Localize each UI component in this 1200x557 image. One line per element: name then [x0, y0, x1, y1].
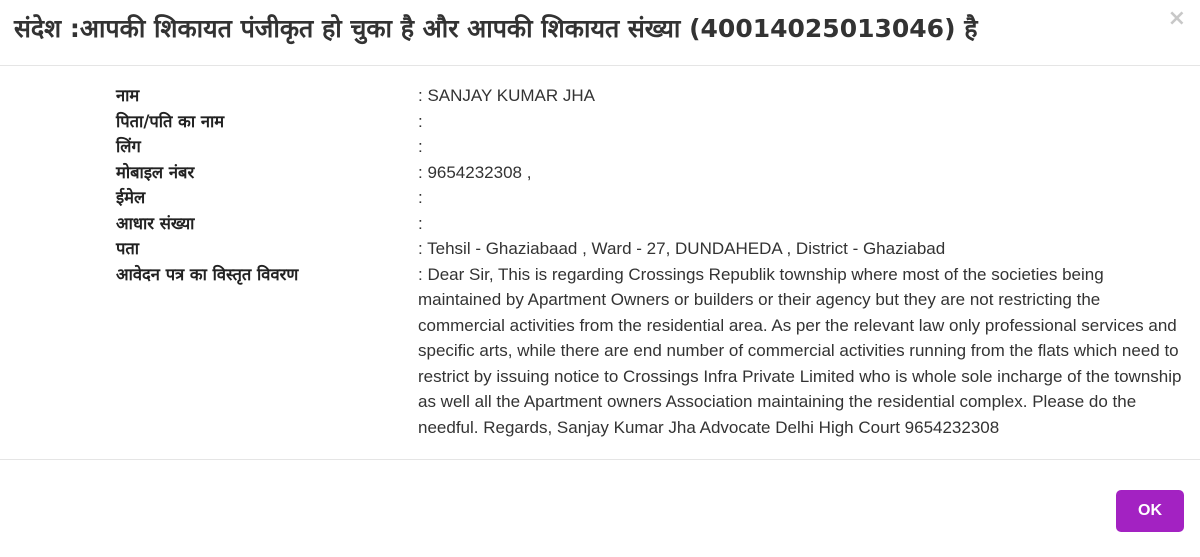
- dialog-body: [0, 66, 1200, 460]
- detail-value: : Tehsil - Ghaziabaad , Ward - 27, DUNDAHEDA , District - Ghaziabad: [418, 239, 946, 258]
- detail-label: आधार संख्या: [116, 213, 195, 233]
- detail-label: पता: [116, 239, 140, 258]
- detail-row-gender: [116, 134, 1186, 160]
- detail-label: मोबाइल नंबर: [116, 162, 195, 182]
- detail-row-description: [116, 262, 1186, 441]
- detail-value: :: [418, 111, 423, 131]
- detail-row-name: [116, 83, 1186, 109]
- detail-value: : Dear Sir, This is regarding Crossings Republik township where most of the societies being maintained by Apartment Owners or builders or their agency but they are not restricting the commercial activities from the residential area. As per the relevant law only professional services and specific arts, while there are end number of commercial activities running from the flats which need to restrict by issuing notice to Crossings Infra Private Limited who is whole sole incharge of the township as well all the Apartment owners Association maintaining the residential complex. Please do the needful. Regards, Sanjay Kumar Jha Advocate Delhi High Court 9654232308: [418, 264, 1182, 437]
- complaint-details: [116, 83, 1186, 440]
- detail-label: लिंग: [116, 137, 141, 156]
- ok-button[interactable]: OK: [1116, 490, 1184, 532]
- detail-label: ईमेल: [116, 188, 146, 207]
- detail-row-mobile: [116, 160, 1186, 186]
- detail-row-father-husband-name: [116, 109, 1186, 135]
- detail-label: पिता/पति का नाम: [116, 111, 225, 131]
- close-icon[interactable]: ×: [1167, 6, 1186, 31]
- detail-label: आवेदन पत्र का विस्तृत विवरण: [116, 264, 299, 284]
- detail-row-aadhaar: [116, 211, 1186, 237]
- dialog-footer: [0, 460, 1200, 557]
- detail-value: :: [418, 137, 423, 156]
- detail-value: : SANJAY KUMAR JHA: [418, 86, 595, 105]
- dialog-header: [0, 0, 1200, 66]
- detail-label: नाम: [116, 86, 140, 105]
- detail-value: :: [418, 188, 423, 207]
- detail-value: :: [418, 213, 423, 233]
- detail-row-address: [116, 236, 1186, 262]
- detail-row-email: [116, 185, 1186, 211]
- dialog-title: संदेश :आपकी शिकायत पंजीकृत हो चुका है और आपकी शिकायत संख्या (40014025013046) है: [14, 14, 978, 43]
- detail-value: : 9654232308 ,: [418, 162, 532, 182]
